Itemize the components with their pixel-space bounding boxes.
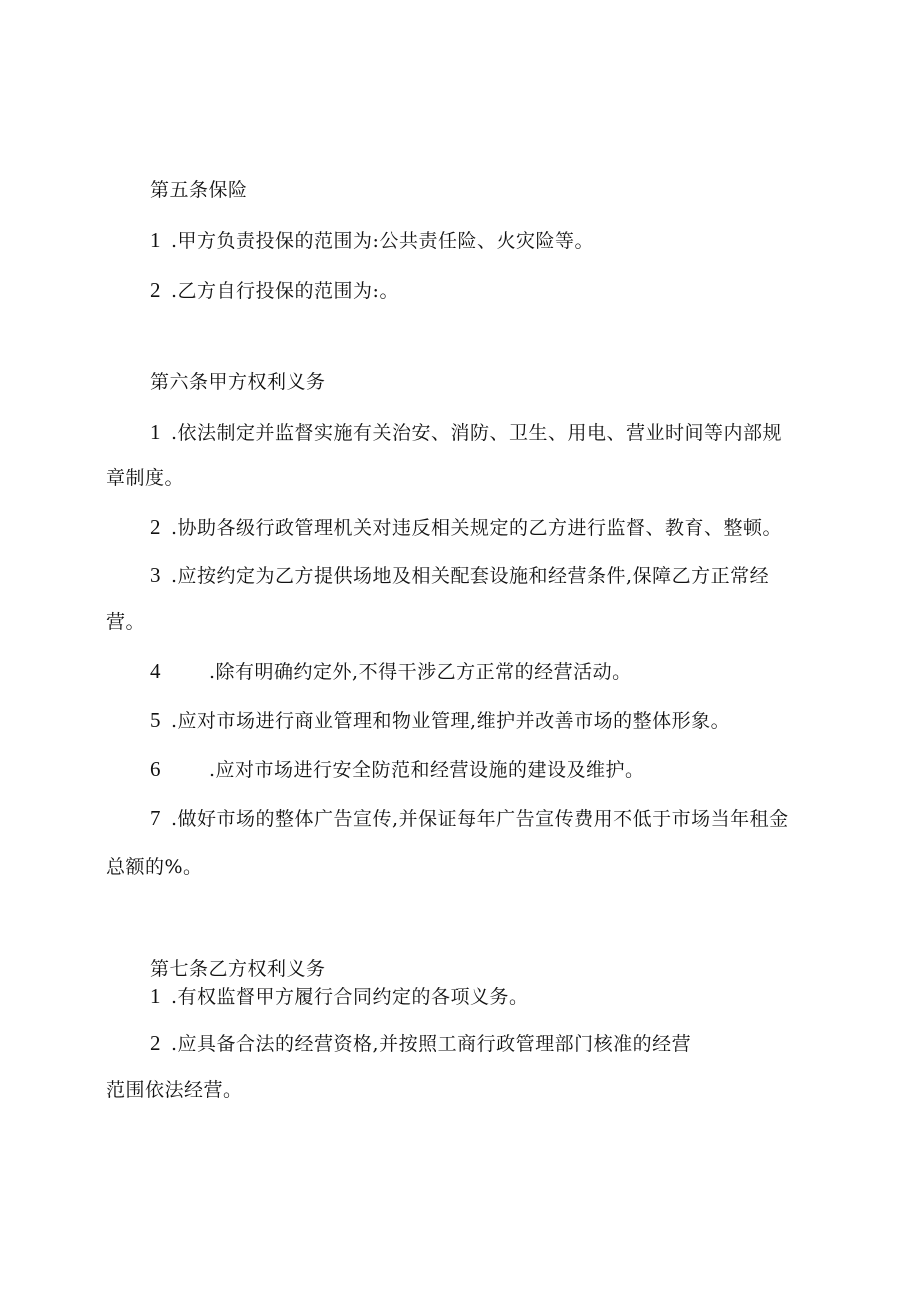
item-text: .应对市场进行商业管理和物业管理,维护并改善市场的整体形象。 bbox=[171, 710, 731, 732]
section-6-item-7 bbox=[150, 806, 789, 831]
section-5-item-1 bbox=[150, 228, 594, 253]
section-6-item-6 bbox=[150, 757, 645, 782]
section-7-heading: 第七条乙方权利义务 bbox=[150, 958, 326, 980]
item-text: .协助各级行政管理机关对违反相关规定的乙方进行监督、教育、整顿。 bbox=[171, 517, 783, 539]
item-text: .应具备合法的经营资格,并按照工商行政管理部门核准的经营 bbox=[171, 1033, 692, 1055]
section-6-item-3-continuation: 营。 bbox=[106, 611, 146, 633]
section-6-item-1-continuation: 章制度。 bbox=[106, 467, 185, 489]
item-number: 7 bbox=[150, 806, 161, 830]
item-number: 4 bbox=[150, 659, 161, 683]
item-number: 2 bbox=[150, 1031, 161, 1055]
item-text: .除有明确约定外,不得干涉乙方正常的经营活动。 bbox=[209, 661, 632, 683]
item-text: .做好市场的整体广告宣传,并保证每年广告宣传费用不低于市场当年租金 bbox=[171, 808, 789, 830]
item-number: 1 bbox=[150, 228, 161, 252]
item-number: 6 bbox=[150, 757, 161, 781]
section-6-item-7-continuation: 总额的%。 bbox=[106, 856, 203, 878]
section-7-item-2-continuation: 范围依法经营。 bbox=[106, 1079, 243, 1101]
section-5-heading: 第五条保险 bbox=[150, 179, 248, 201]
section-6-item-3 bbox=[150, 563, 769, 588]
item-number: 2 bbox=[150, 278, 161, 302]
item-text: .依法制定并监督实施有关治安、消防、卫生、用电、营业时间等内部规 bbox=[171, 422, 783, 444]
section-6-item-1 bbox=[150, 420, 782, 445]
item-number: 1 bbox=[150, 984, 161, 1008]
item-text: .有权监督甲方履行合同约定的各项义务。 bbox=[171, 986, 529, 1008]
item-number: 5 bbox=[150, 708, 161, 732]
item-text: .甲方负责投保的范围为:公共责任险、火灾险等。 bbox=[171, 230, 594, 252]
section-6-item-5 bbox=[150, 708, 730, 733]
section-6-item-2 bbox=[150, 515, 782, 540]
item-text: .应按约定为乙方提供场地及相关配套设施和经营条件,保障乙方正常经 bbox=[171, 565, 770, 587]
section-5-item-2 bbox=[150, 278, 399, 303]
item-number: 2 bbox=[150, 515, 161, 539]
item-text: .乙方自行投保的范围为:。 bbox=[171, 280, 399, 302]
section-6-item-4 bbox=[150, 659, 632, 684]
item-number: 1 bbox=[150, 420, 161, 444]
item-number: 3 bbox=[150, 563, 161, 587]
item-text: .应对市场进行安全防范和经营设施的建设及维护。 bbox=[209, 759, 645, 781]
section-7-item-2 bbox=[150, 1031, 691, 1056]
section-6-heading: 第六条甲方权利义务 bbox=[150, 371, 326, 393]
section-7-item-1 bbox=[150, 984, 529, 1009]
